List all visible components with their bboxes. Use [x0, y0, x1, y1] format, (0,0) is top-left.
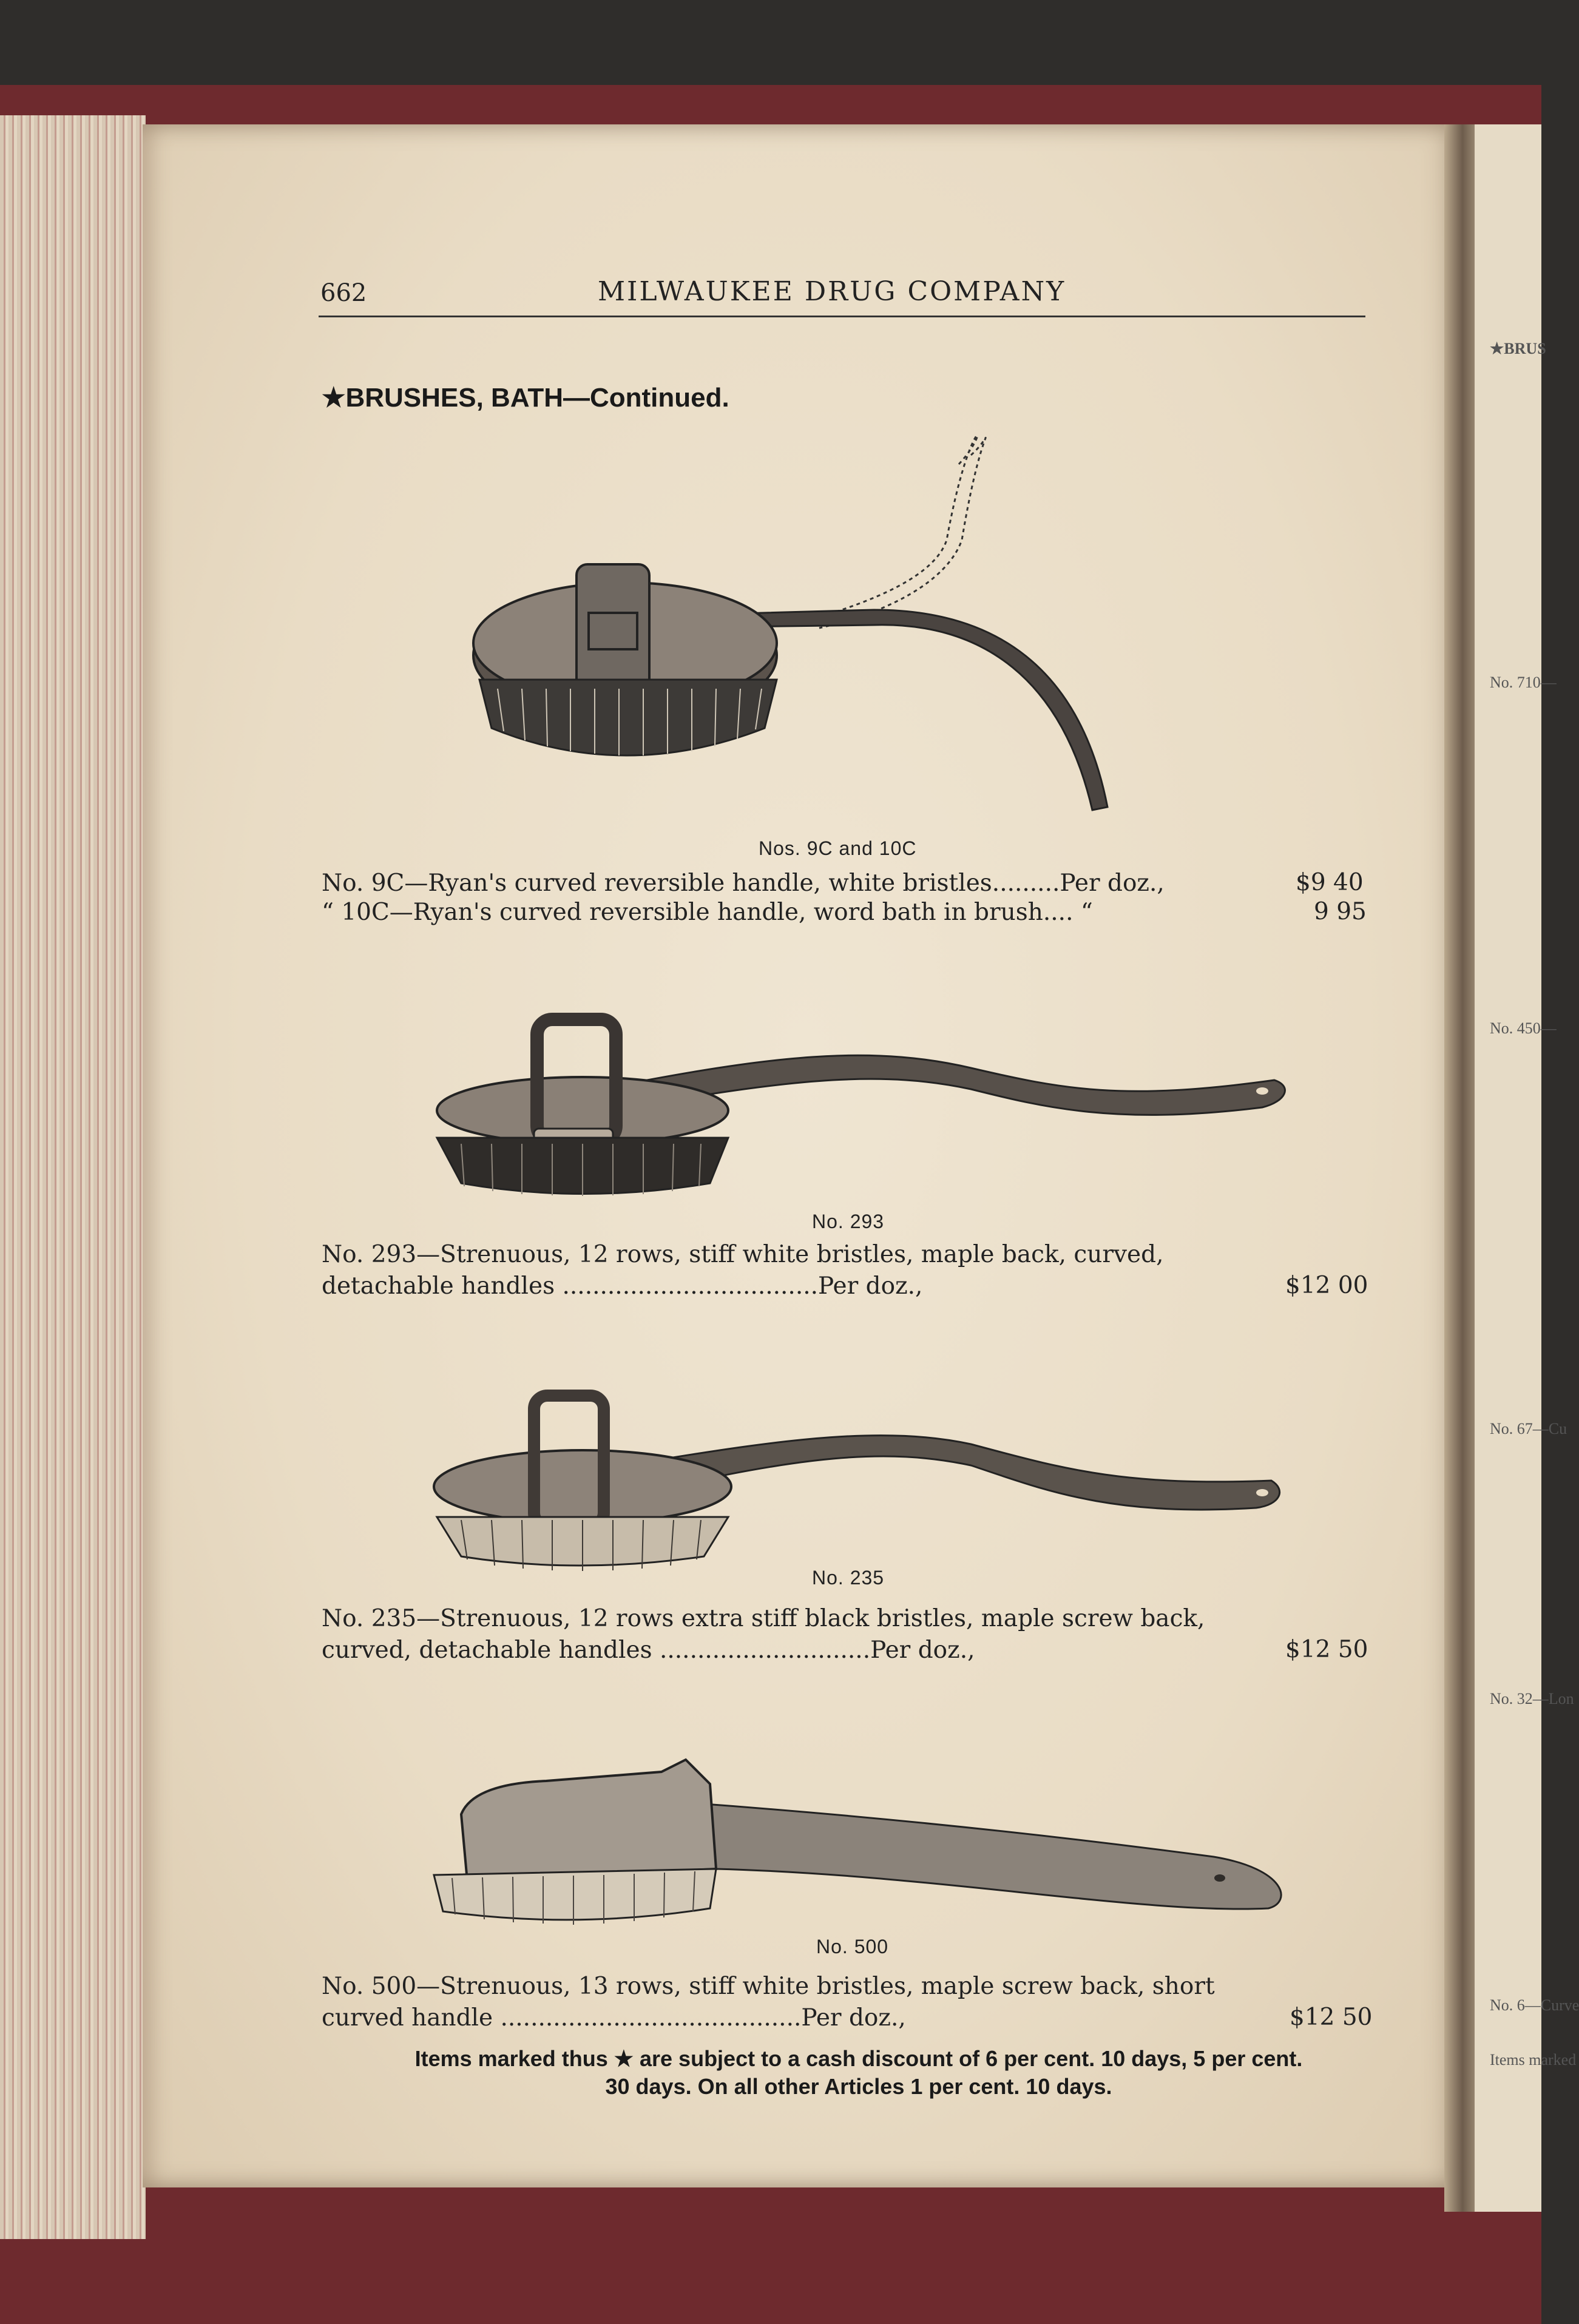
- page-edges: [0, 115, 146, 2239]
- next-page-fragment: No. 6—Curve: [1490, 1996, 1579, 2014]
- product-price: $12 00: [1285, 1272, 1368, 1299]
- product-caption: No. 235: [812, 1567, 885, 1589]
- next-page-edge: [1475, 124, 1541, 2212]
- product-description: No. 9C—Ryan's curved reversible handle, white bristles.........Per doz.,: [322, 870, 1165, 897]
- next-page-fragment: No. 67—Cu: [1490, 1420, 1567, 1437]
- product-description: No. 500—Strenuous, 13 rows, stiff white bristles, maple screw back, short: [322, 1973, 1215, 2000]
- product-price: $12 50: [1285, 1636, 1368, 1663]
- product-price: $12 50: [1290, 2004, 1373, 2031]
- next-page-fragment: Items marked: [1490, 2051, 1577, 2069]
- running-header: MILWAUKEE DRUG COMPANY: [598, 276, 1066, 307]
- brush-9c-illustration: [449, 419, 1274, 837]
- product-description: No. 235—Strenuous, 12 rows extra stiff black bristles, maple screw back,: [322, 1605, 1205, 1632]
- brush-235-illustration: [425, 1390, 1287, 1578]
- next-page-fragment: No. 32—Lon: [1490, 1690, 1574, 1708]
- brush-293-illustration: [425, 1010, 1287, 1211]
- next-page-fragment: No. 710—: [1490, 674, 1557, 691]
- brush-500-illustration: [425, 1748, 1293, 1948]
- next-page-fragment: ★BRUS: [1490, 340, 1546, 357]
- page-number: 662: [320, 279, 367, 307]
- product-caption: No. 500: [816, 1936, 889, 1957]
- footer-line: 30 days. On all other Articles 1 per cent. 10 days.: [605, 2074, 1112, 2099]
- product-description: detachable handles ..................................Per doz.,: [322, 1272, 923, 1300]
- product-caption: No. 293: [812, 1211, 885, 1232]
- product-caption: Nos. 9C and 10C: [759, 837, 917, 859]
- product-description: “ 10C—Ryan's curved reversible handle, word bath in brush.... “: [322, 899, 1093, 926]
- header-rule: [319, 316, 1365, 317]
- product-price: $9 40: [1296, 869, 1364, 896]
- footer-line: Items marked thus ★ are subject to a cash discount of 6 per cent. 10 days, 5 per cent.: [414, 2046, 1303, 2071]
- product-description: curved handle ........................................Per doz.,: [322, 2004, 906, 2032]
- discount-footer: [328, 2045, 1390, 2101]
- next-page-fragment: No. 450—: [1490, 1019, 1557, 1037]
- product-description: curved, detachable handles ............................Per doz.,: [322, 1637, 975, 1664]
- section-title: ★BRUSHES, BATH—Continued.: [322, 383, 729, 413]
- product-description: No. 293—Strenuous, 12 rows, stiff white bristles, maple back, curved,: [322, 1241, 1164, 1268]
- product-price: 9 95: [1314, 898, 1367, 925]
